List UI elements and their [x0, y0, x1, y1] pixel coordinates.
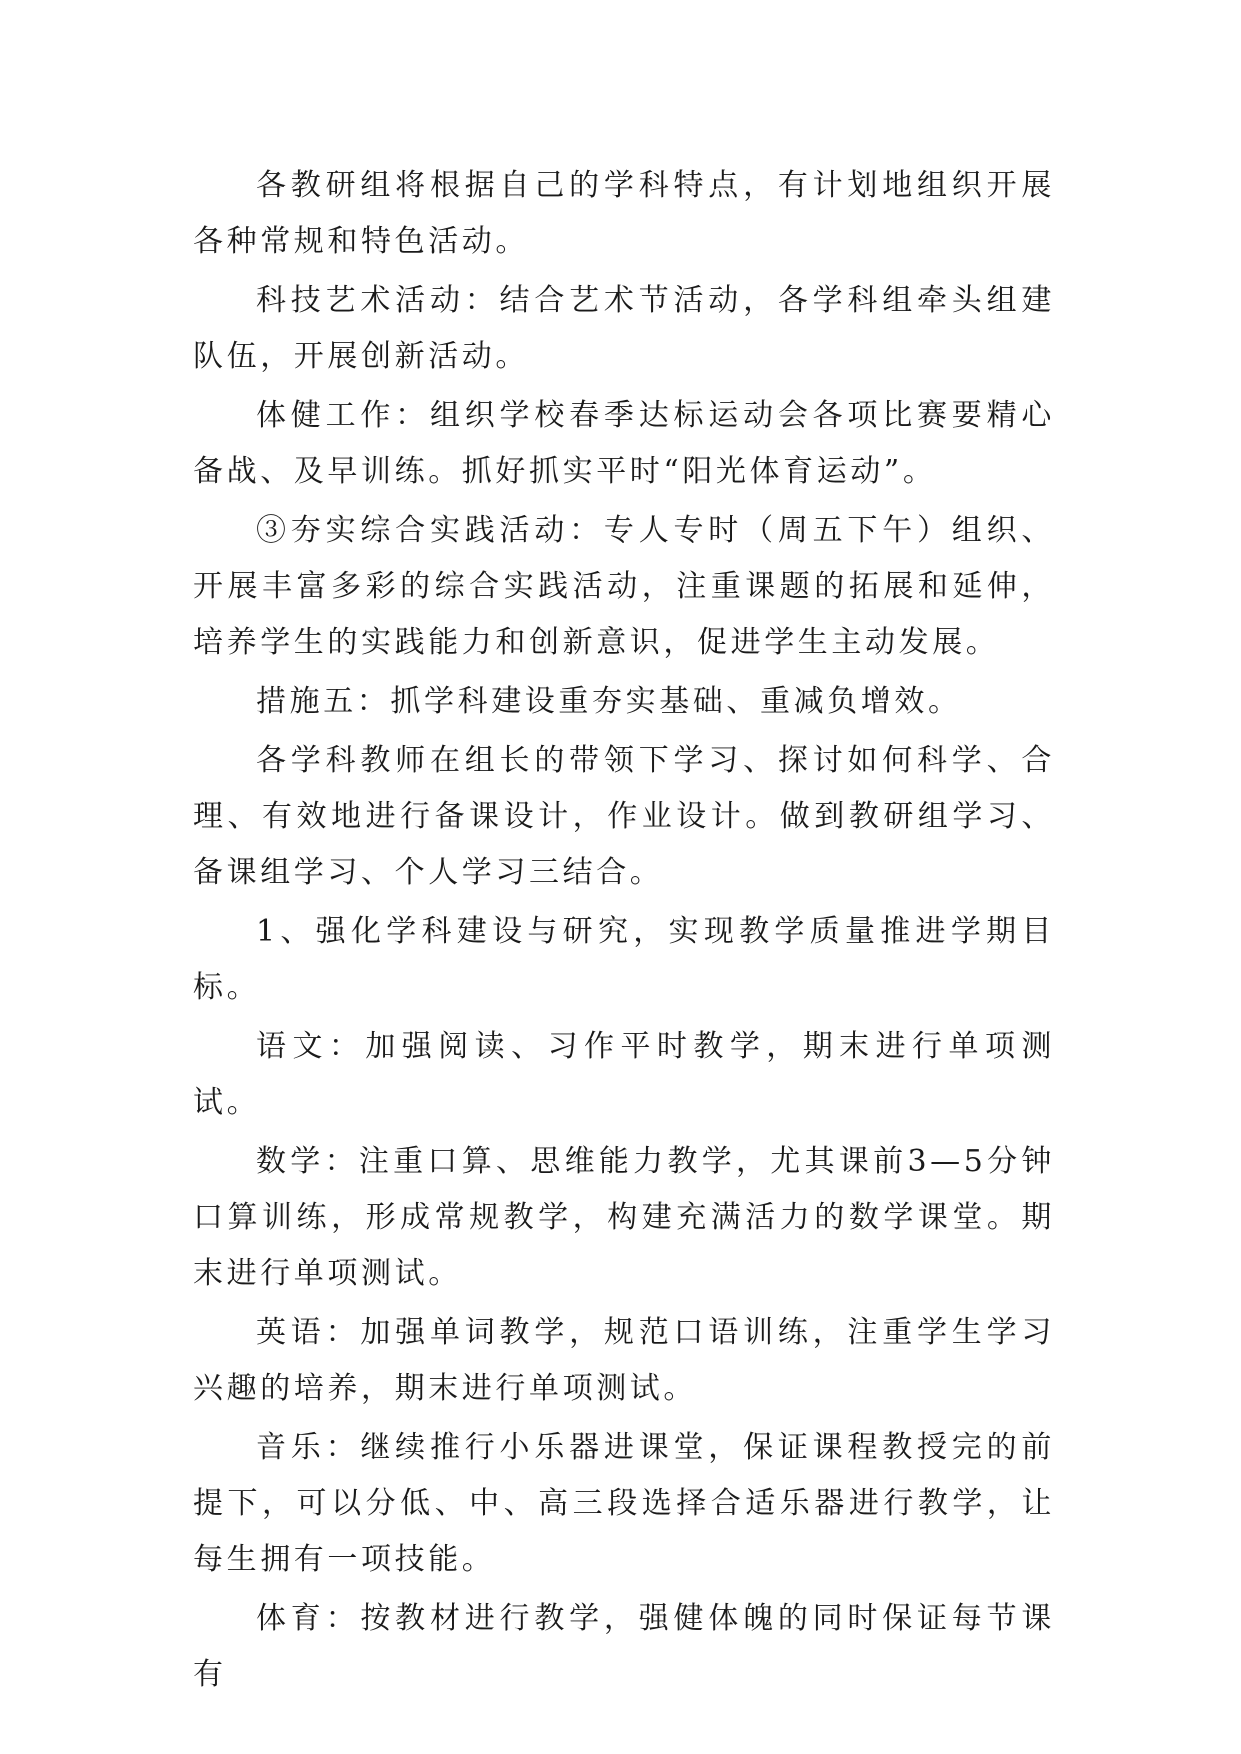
paragraph-practical-activities: ③夯实综合实践活动：专人专时（周五下午）组织、开展丰富多彩的综合实践活动，注重课题的拓展和延伸，培养学生的实践能力和创新意识，促进学生主动发展。 — [193, 513, 1055, 660]
paragraph-subject-construction: 1、强化学科建设与研究，实现教学质量推进学期目标。 — [193, 914, 1055, 1005]
paragraph-tech-art-activities: 科技艺术活动：结合艺术节活动，各学科组牵头组建队伍，开展创新活动。 — [193, 283, 1055, 374]
paragraph-math: 数学：注重口算、思维能力教学，尤其课前3—5分钟口算训练，形成常规教学，构建充满活力的数学课堂。期末进行单项测试。 — [193, 1144, 1055, 1291]
paragraph-chinese: 语文：加强阅读、习作平时教学，期末进行单项测试。 — [193, 1029, 1055, 1120]
paragraph-english: 英语：加强单词教学，规范口语训练，注重学生学习兴趣的培养，期末进行单项测试。 — [193, 1315, 1055, 1406]
paragraph-teacher-study: 各学科教师在组长的带领下学习、探讨如何科学、合理、有效地进行备课设计，作业设计。做到教研组学习、备课组学习、个人学习三结合。 — [193, 743, 1055, 890]
paragraph-pe: 体育：按教材进行教学，强健体魄的同时保证每节课有 — [193, 1601, 1055, 1692]
document-body — [193, 158, 1055, 1706]
paragraph-research-groups: 各教研组将根据自己的学科特点，有计划地组织开展各种常规和特色活动。 — [193, 168, 1055, 259]
paragraph-measure-five: 措施五：抓学科建设重夯实基础、重减负增效。 — [256, 684, 962, 719]
paragraph-music: 音乐：继续推行小乐器进课堂，保证课程教授完的前提下，可以分低、中、高三段选择合适乐器进行教学，让每生拥有一项技能。 — [193, 1430, 1055, 1577]
paragraph-physical-health: 体健工作：组织学校春季达标运动会各项比赛要精心备战、及早训练。抓好抓实平时“阳光体育运动”。 — [193, 398, 1055, 489]
